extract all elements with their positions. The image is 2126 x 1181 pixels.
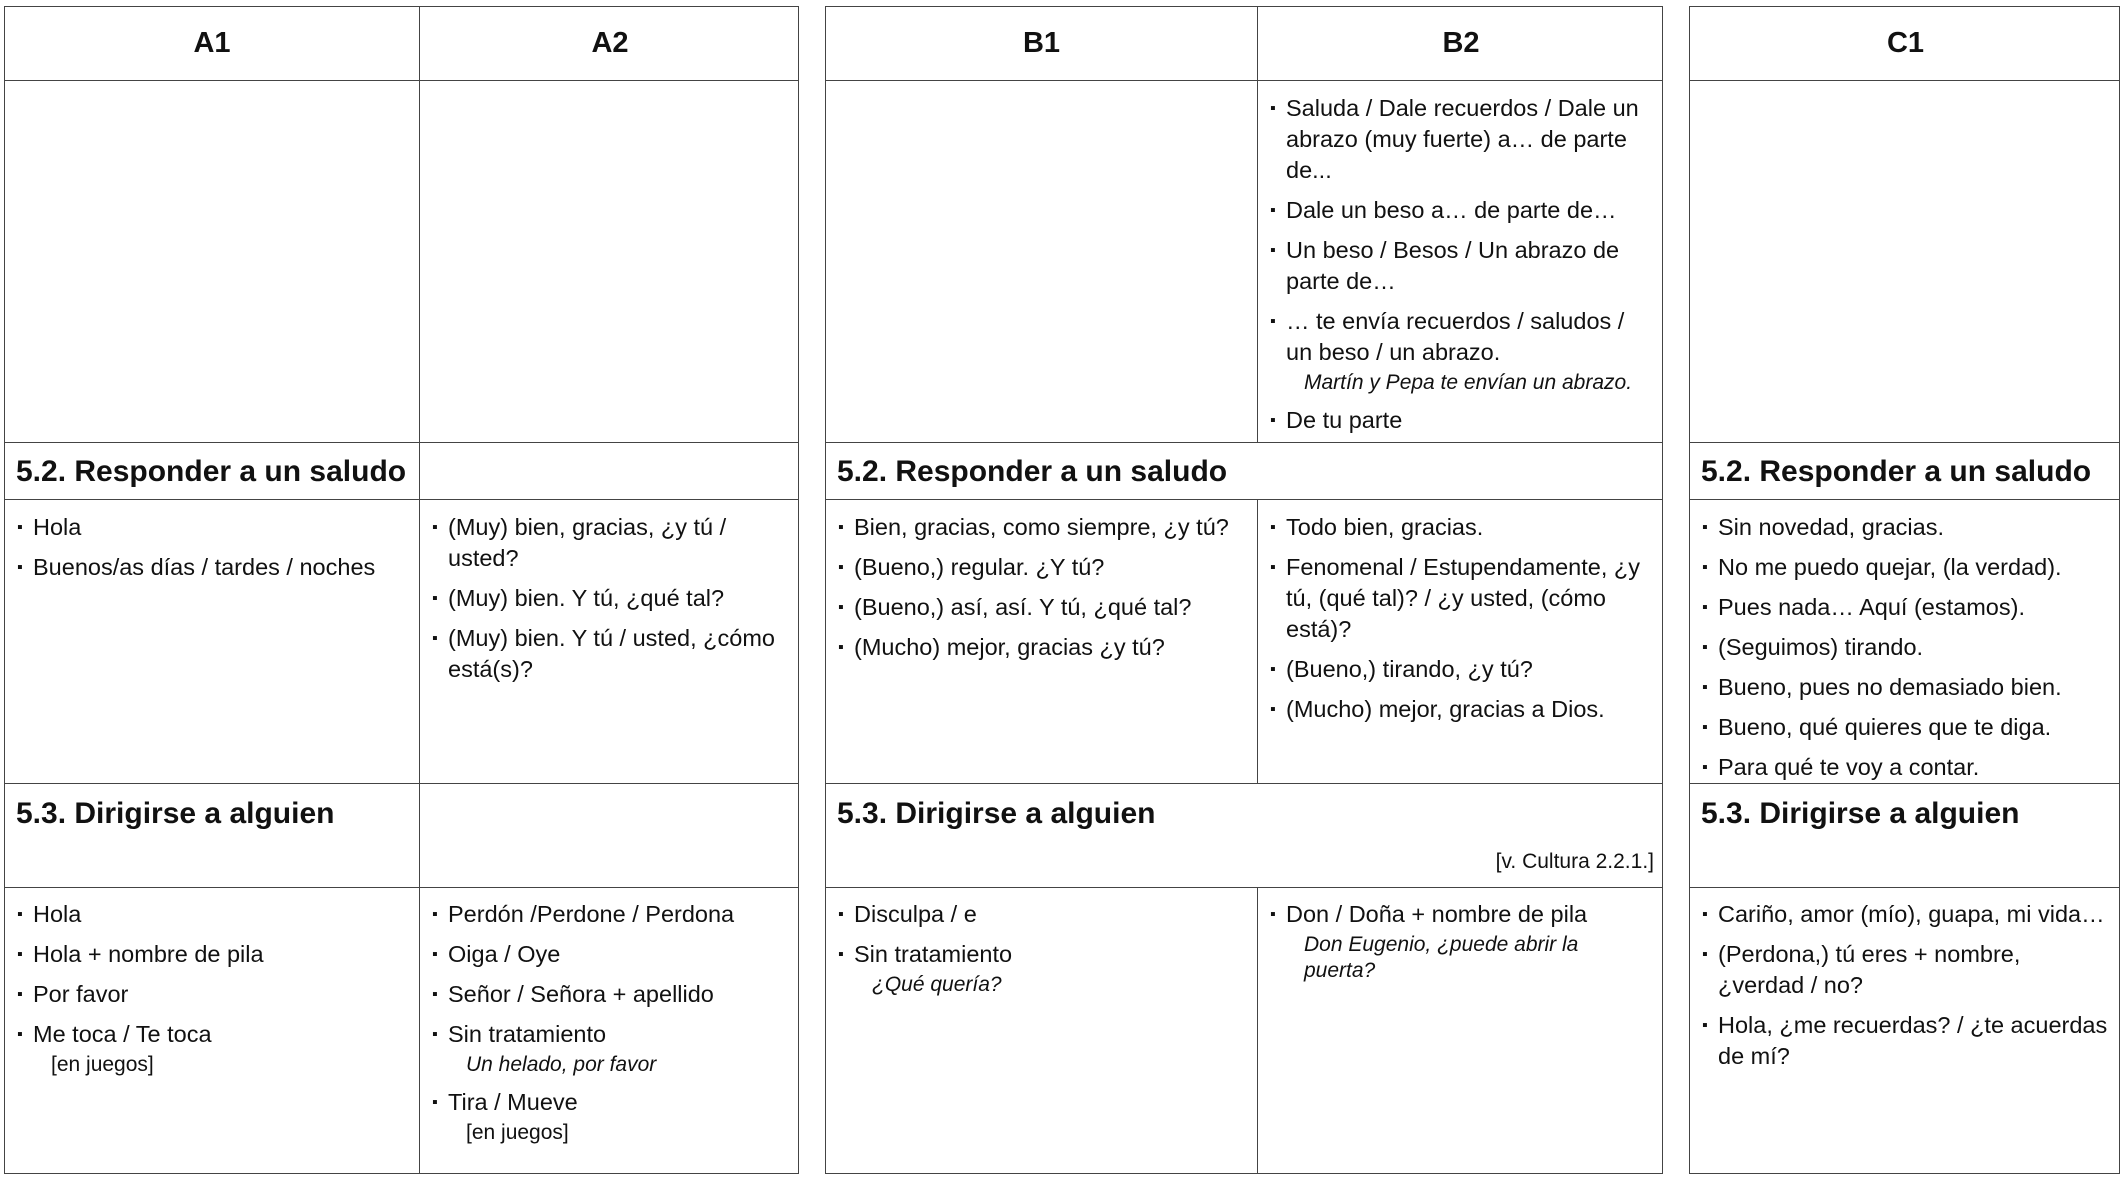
phrase-item	[432, 1019, 790, 1078]
phrase-item	[838, 512, 1247, 543]
phrase-text: Sin tratamiento	[448, 1021, 607, 1047]
phrase-text: Buenos/as días / tardes / noches	[33, 554, 376, 580]
phrase-text: Fenomenal / Estupendamente, ¿y tú, (qué tal)? / ¿y usted, (cómo está)?	[1286, 554, 1641, 642]
example-text: ¿Qué quería?	[872, 973, 1002, 996]
resp-c1-cell	[1690, 504, 2121, 792]
phrase-text: Hola, ¿me recuerdas? / ¿te acuerdas de mí?	[1718, 1012, 2108, 1069]
dir-b2-cell	[1258, 891, 1664, 993]
phrase-item	[838, 592, 1247, 623]
example-text: Un helado, por favor	[466, 1053, 657, 1076]
phrase-text: Sin tratamiento	[854, 941, 1013, 967]
phrase-text: Saluda / Dale recuerdos / Dale un abrazo (muy fuerte) a… de parte de...	[1286, 95, 1639, 183]
phrase-list	[838, 512, 1247, 663]
phrase-item	[432, 1087, 790, 1146]
phrase-item	[1702, 899, 2111, 930]
phrase-item	[1270, 405, 1654, 436]
example-text: Martín y Pepa te envían un abrazo.	[1304, 371, 1633, 394]
phrase-item	[838, 899, 1247, 930]
phrase-list	[17, 512, 409, 583]
section-title-5-2: 5.2. Responder a un saludo	[837, 455, 1228, 488]
phrase-item	[1702, 752, 2111, 783]
phrase-text: (Bueno,) tirando, ¿y tú?	[1286, 656, 1533, 682]
phrase-text: Hola + nombre de pila	[33, 941, 264, 967]
panel-b	[825, 6, 1663, 1174]
phrase-item	[17, 512, 409, 543]
note-text: [en juegos]	[466, 1121, 569, 1144]
phrase-text: (Muy) bien, gracias, ¿y tú / usted?	[448, 514, 727, 571]
phrase-text: Hola	[33, 514, 82, 540]
phrase-item	[838, 552, 1247, 583]
phrase-text: Perdón /Perdone / Perdona	[448, 901, 735, 927]
phrase-list	[432, 899, 790, 1146]
phrase-text: (Bueno,) así, así. Y tú, ¿qué tal?	[854, 594, 1192, 620]
phrase-text: Por favor	[33, 981, 129, 1007]
phrase-item	[432, 939, 790, 970]
phrase-text: (Muy) bien. Y tú, ¿qué tal?	[448, 585, 725, 611]
phrase-text: … te envía recuerdos / saludos / un beso / un abrazo.	[1286, 308, 1625, 365]
phrase-list	[432, 512, 790, 685]
phrase-text: No me puedo quejar, (la verdad).	[1718, 554, 2062, 580]
phrase-text: Cariño, amor (mío), guapa, mi vida…	[1718, 901, 2105, 927]
phrase-item	[1270, 93, 1654, 186]
header-b1: B1	[1022, 27, 1061, 59]
phrase-item	[17, 979, 409, 1010]
phrase-text: (Perdona,) tú eres + nombre, ¿verdad / no?	[1718, 941, 2021, 998]
phrase-list	[1270, 512, 1654, 725]
phrase-item	[838, 632, 1247, 663]
phrase-list	[838, 899, 1247, 998]
phrase-item	[1270, 306, 1654, 396]
phrase-item	[17, 552, 409, 583]
culture-reference: [v. Cultura 2.2.1.]	[1495, 850, 1654, 873]
phrase-text: De tu parte	[1286, 407, 1403, 433]
header-b2: B2	[1442, 27, 1480, 59]
dir-b1-cell	[826, 891, 1257, 1007]
resp-a2-cell	[420, 504, 800, 694]
phrase-list	[17, 899, 409, 1078]
phrase-item	[1702, 672, 2111, 703]
resp-b1-cell	[826, 504, 1257, 672]
phrase-text: Bueno, pues no demasiado bien.	[1718, 674, 2062, 700]
phrase-item	[1702, 512, 2111, 543]
phrase-item	[1702, 939, 2111, 1001]
phrase-text: (Muy) bien. Y tú / usted, ¿cómo está(s)?	[448, 625, 775, 682]
phrase-item	[17, 939, 409, 970]
header-a1: A1	[193, 27, 231, 59]
dir-a2-cell	[420, 891, 800, 1155]
phrase-text: Señor / Señora + apellido	[448, 981, 714, 1007]
phrase-item	[1702, 632, 2111, 663]
section-title-5-2: 5.2. Responder a un saludo	[1701, 455, 2092, 488]
phrase-text: (Bueno,) regular. ¿Y tú?	[854, 554, 1105, 580]
phrase-text: Hola	[33, 901, 82, 927]
phrase-text: Sin novedad, gracias.	[1718, 514, 1945, 540]
phrase-text: (Mucho) mejor, gracias ¿y tú?	[854, 634, 1165, 660]
phrase-item	[838, 939, 1247, 998]
section-title-5-3: 5.3. Dirigirse a alguien	[16, 797, 335, 830]
phrase-item	[432, 512, 790, 574]
phrase-text: Me toca / Te toca	[33, 1021, 212, 1047]
phrase-text: Dale un beso a… de parte de…	[1286, 197, 1617, 223]
phrase-text: Todo bien, gracias.	[1286, 514, 1484, 540]
phrase-item	[432, 623, 790, 685]
phrase-text: Un beso / Besos / Un abrazo de parte de…	[1286, 237, 1620, 294]
phrase-text: Pues nada… Aquí (estamos).	[1718, 594, 2025, 620]
phrase-item	[1702, 592, 2111, 623]
phrase-text: (Seguimos) tirando.	[1718, 634, 1924, 660]
phrase-list	[1702, 899, 2111, 1072]
section-title-5-2: 5.2. Responder a un saludo	[16, 455, 407, 488]
phrase-item	[432, 583, 790, 614]
phrase-item	[1270, 552, 1654, 645]
phrase-list	[1270, 899, 1654, 984]
note-text: [en juegos]	[51, 1053, 154, 1076]
phrase-list	[1270, 93, 1654, 436]
phrase-item	[1270, 235, 1654, 297]
phrase-item	[1702, 1010, 2111, 1072]
phrase-text: Don / Doña + nombre de pila	[1286, 901, 1588, 927]
panel-a	[4, 6, 799, 1174]
panel-c	[1689, 6, 2120, 1174]
phrase-list	[1702, 512, 2111, 783]
phrase-text: Bueno, qué quieres que te diga.	[1718, 714, 2052, 740]
phrase-text: Oiga / Oye	[448, 941, 561, 967]
resp-b2-cell	[1258, 504, 1664, 734]
section-title-5-3: 5.3. Dirigirse a alguien	[1701, 797, 2020, 830]
section-title-5-3: 5.3. Dirigirse a alguien	[837, 797, 1156, 830]
dir-c1-cell	[1690, 891, 2121, 1081]
example-text: Don Eugenio, ¿puede abrir la puerta?	[1304, 933, 1579, 982]
phrase-item	[1270, 654, 1654, 685]
phrase-item	[17, 899, 409, 930]
phrase-text: Tira / Mueve	[448, 1089, 578, 1115]
phrase-item	[1270, 694, 1654, 725]
header-a2: A2	[591, 27, 629, 59]
resp-a1-cell	[5, 504, 419, 592]
phrase-item	[17, 1019, 409, 1078]
phrase-item	[432, 979, 790, 1010]
top-b2-cell	[1258, 85, 1664, 445]
phrase-text: Disculpa / e	[854, 901, 977, 927]
phrase-text: Para qué te voy a contar.	[1718, 754, 1980, 780]
phrase-item	[1270, 899, 1654, 984]
phrase-item	[1270, 195, 1654, 226]
phrase-text: Bien, gracias, como siempre, ¿y tú?	[854, 514, 1229, 540]
phrase-text: (Mucho) mejor, gracias a Dios.	[1286, 696, 1605, 722]
phrase-item	[1702, 712, 2111, 743]
dir-a1-cell	[5, 891, 419, 1087]
phrase-item	[1270, 512, 1654, 543]
phrase-item	[1702, 552, 2111, 583]
phrase-item	[432, 899, 790, 930]
header-c1: C1	[1886, 27, 1925, 59]
